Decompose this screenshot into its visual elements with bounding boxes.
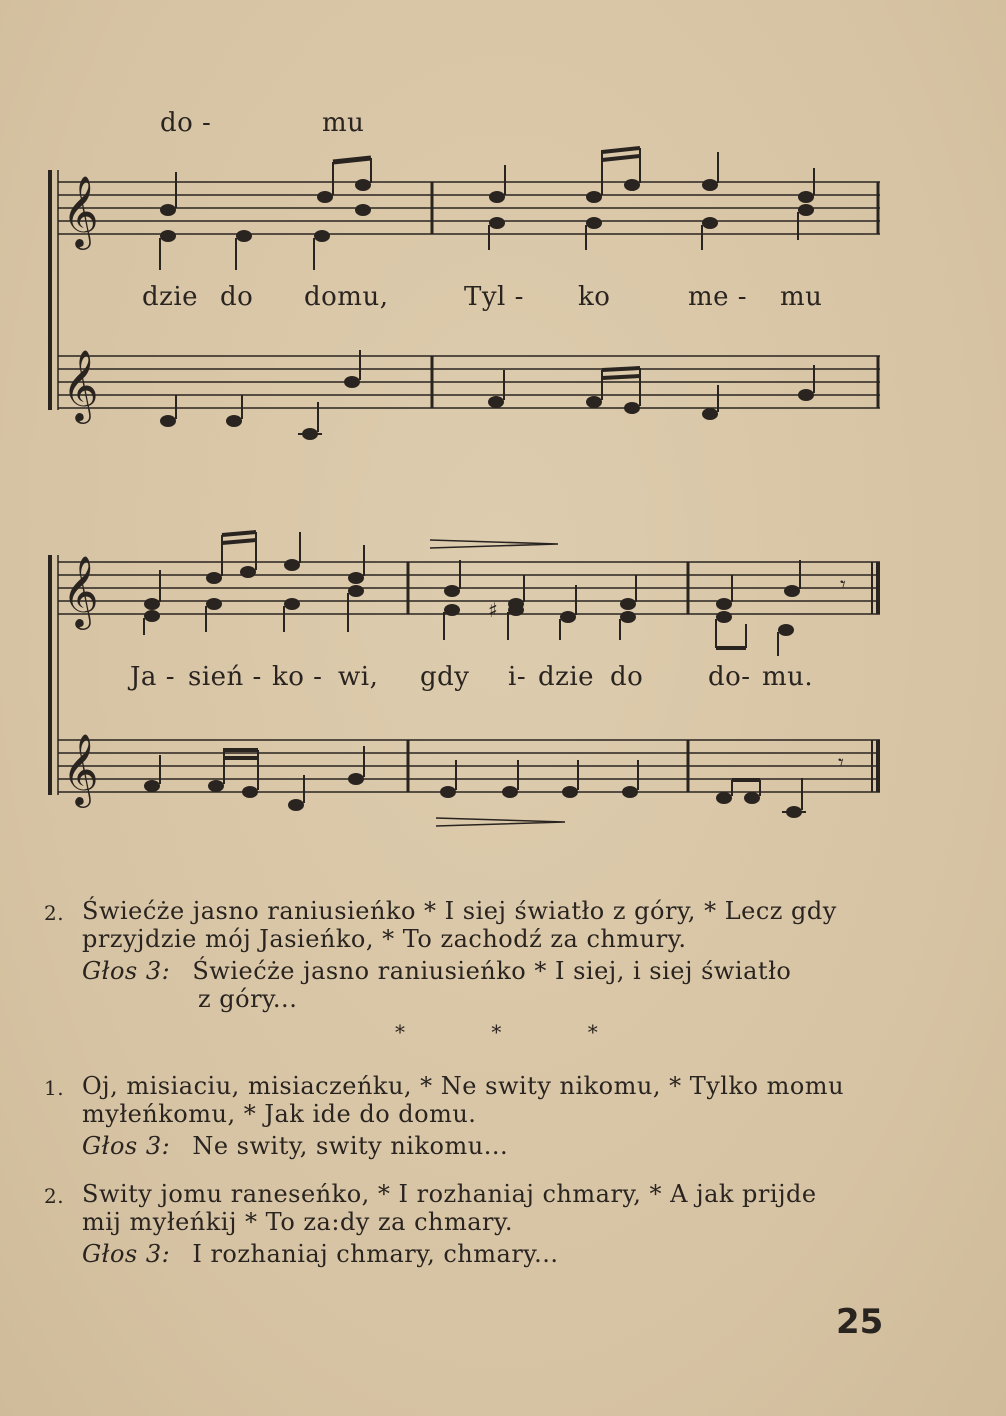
lyric-s2-8: do- bbox=[708, 662, 751, 692]
verse-line: Oj, misiaciu, misiaczeńku, * Ne swity nikomu, * Tylko momu bbox=[82, 1072, 845, 1100]
page-number: 25 bbox=[836, 1302, 884, 1342]
svg-text:♯: ♯ bbox=[488, 598, 498, 622]
lyric-s2-3: wi, bbox=[338, 662, 379, 692]
verse-number: 2. bbox=[44, 901, 65, 925]
lyric-s1-4: ko bbox=[578, 282, 611, 312]
lyric-s1-2: domu, bbox=[304, 282, 389, 312]
lyric-s2-1: sień - bbox=[188, 662, 262, 692]
svg-text:𝄾: 𝄾 bbox=[838, 751, 844, 776]
verse-line: Świećże jasno raniusieńko * I siej światło z góry, * Lecz gdy bbox=[82, 897, 837, 925]
lyric-s1-6: mu bbox=[780, 282, 823, 312]
lyric-s1-1: do bbox=[220, 282, 254, 312]
verse-number: 1. bbox=[44, 1076, 65, 1100]
voice-line bbox=[82, 957, 882, 985]
verse-number: 2. bbox=[44, 1184, 65, 1208]
lyric-s1-3: Tyl - bbox=[464, 282, 524, 312]
voice-text: I rozhaniaj chmary, chmary... bbox=[192, 1240, 559, 1268]
voice-line bbox=[82, 1240, 882, 1268]
lyric-s1-5: me - bbox=[688, 282, 748, 312]
voice-line bbox=[82, 1132, 882, 1160]
lyric-top-do: do - bbox=[160, 108, 212, 138]
svg-text:𝄞: 𝄞 bbox=[62, 554, 99, 627]
svg-text:𝄾: 𝄾 bbox=[840, 573, 846, 598]
verse-line: Swity jomu raneseńko, * I rozhaniaj chmary, * A jak prijde bbox=[82, 1180, 817, 1208]
verse-line: przyjdzie mój Jasieńko, * To zachodź za chmury. bbox=[82, 925, 687, 953]
voice-label: Głos 3: bbox=[82, 1240, 171, 1268]
svg-text:𝄞: 𝄞 bbox=[62, 174, 99, 247]
lyric-s2-6: dzie bbox=[538, 662, 595, 692]
voice-line: z góry... bbox=[198, 985, 298, 1013]
lyric-s2-7: do bbox=[610, 662, 644, 692]
svg-text:𝄞: 𝄞 bbox=[62, 732, 99, 805]
voice-label: Głos 3: bbox=[82, 957, 171, 985]
lyric-s1-0: dzie bbox=[142, 282, 199, 312]
lyric-s2-2: ko - bbox=[272, 662, 323, 692]
separator-stars: * * * bbox=[395, 1020, 638, 1044]
voice-text: Świećże jasno raniusieńko * I siej, i siej światło bbox=[192, 957, 792, 985]
lyric-s2-4: gdy bbox=[420, 662, 470, 692]
voice-text: Ne swity, swity nikomu... bbox=[192, 1132, 509, 1160]
svg-text:𝄞: 𝄞 bbox=[62, 348, 99, 421]
lyric-s2-9: mu. bbox=[762, 662, 814, 692]
verse-line: mij myłeńkij * To za:dy za chmary. bbox=[82, 1208, 514, 1236]
verse-line: myłeńkomu, * Jak ide do domu. bbox=[82, 1100, 477, 1128]
lyric-s2-5: i- bbox=[508, 662, 527, 692]
lyric-top-mu: mu bbox=[322, 108, 365, 138]
lyric-s2-0: Ja - bbox=[130, 662, 175, 692]
voice-label: Głos 3: bbox=[82, 1132, 171, 1160]
